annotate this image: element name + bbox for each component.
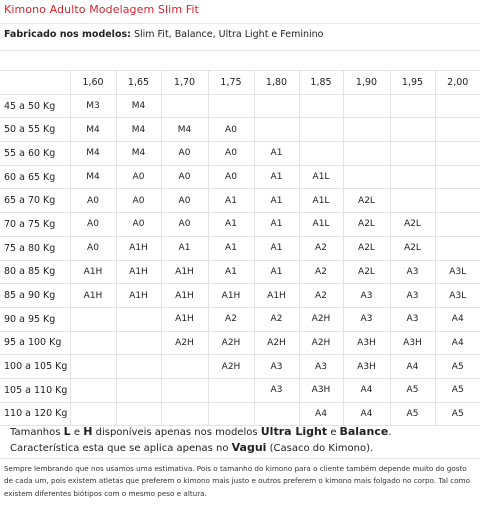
- size-cell: [343, 94, 390, 118]
- weight-label: 110 a 120 Kg: [0, 402, 70, 426]
- size-cell: A5: [435, 378, 480, 402]
- size-cell: A1: [254, 142, 299, 166]
- size-cell: M4: [116, 118, 161, 142]
- size-cell: [299, 94, 343, 118]
- size-cell: A1H: [70, 260, 116, 284]
- table-row: [0, 142, 480, 166]
- height-header: 1,80: [254, 71, 299, 95]
- size-cell: M4: [70, 165, 116, 189]
- table-row: [0, 260, 480, 284]
- size-cell: A2: [299, 260, 343, 284]
- corner-cell: [0, 71, 70, 95]
- size-cell: [70, 307, 116, 331]
- size-cell: M4: [70, 118, 116, 142]
- table-row: [0, 165, 480, 189]
- size-cell: A2: [208, 307, 254, 331]
- note-text: e: [73, 427, 81, 438]
- size-cell: A2H: [208, 331, 254, 355]
- note-text: e: [330, 427, 337, 438]
- size-cell: A3H: [343, 355, 390, 379]
- size-cell: A1L: [299, 165, 343, 189]
- size-cell: A0: [161, 189, 208, 213]
- height-header: 1,85: [299, 71, 343, 95]
- size-cell: [116, 355, 161, 379]
- size-l: L: [63, 425, 71, 438]
- size-cell: [435, 213, 480, 237]
- size-cell: [161, 355, 208, 379]
- table-row: [0, 236, 480, 260]
- size-cell: A1: [208, 213, 254, 237]
- size-cell: A0: [208, 118, 254, 142]
- size-cell: A0: [116, 213, 161, 237]
- size-cell: A1H: [70, 284, 116, 308]
- size-cell: A0: [70, 236, 116, 260]
- weight-label: 75 a 80 Kg: [0, 236, 70, 260]
- size-cell: A1: [254, 189, 299, 213]
- size-cell: A5: [435, 355, 480, 379]
- size-cell: A3: [254, 378, 299, 402]
- size-cell: A1H: [116, 284, 161, 308]
- note-line-1: [10, 424, 391, 440]
- weight-label: 95 a 100 Kg: [0, 331, 70, 355]
- size-cell: A5: [435, 402, 480, 426]
- size-cell: A2H: [254, 331, 299, 355]
- note-text: .: [388, 427, 392, 438]
- size-cell: A3: [390, 260, 435, 284]
- size-cell: A4: [435, 307, 480, 331]
- size-cell: A1: [161, 236, 208, 260]
- page-title: Kimono Adulto Modelagem Slim Fit: [4, 3, 199, 16]
- size-cell: [390, 118, 435, 142]
- note-text: Característica esta que se aplica apenas no: [10, 443, 229, 454]
- size-cell: A2: [299, 236, 343, 260]
- size-cell: A3H: [299, 378, 343, 402]
- size-cell: A0: [116, 165, 161, 189]
- size-cell: [70, 378, 116, 402]
- size-cell: A3: [390, 307, 435, 331]
- size-cell: A2: [254, 307, 299, 331]
- size-cell: [208, 402, 254, 426]
- size-chart-table: [0, 70, 480, 426]
- size-cell: A2L: [343, 236, 390, 260]
- size-h: H: [83, 425, 93, 438]
- table-row: [0, 213, 480, 237]
- size-cell: A2L: [390, 236, 435, 260]
- size-cell: A1H: [254, 284, 299, 308]
- size-cell: A0: [116, 189, 161, 213]
- size-cell: A0: [161, 165, 208, 189]
- table-row: [0, 189, 480, 213]
- note-line-2: [10, 440, 391, 456]
- height-header: 1,70: [161, 71, 208, 95]
- size-cell: A3H: [390, 331, 435, 355]
- size-cell: A1: [208, 236, 254, 260]
- size-cell: A0: [208, 165, 254, 189]
- size-cell: A0: [208, 142, 254, 166]
- size-cell: [435, 118, 480, 142]
- weight-label: 55 a 60 Kg: [0, 142, 70, 166]
- note-text: Tamanhos: [10, 427, 61, 438]
- size-cell: A2H: [161, 331, 208, 355]
- models-list: Slim Fit, Balance, Ultra Light e Feminino: [133, 29, 324, 40]
- size-cell: A2L: [343, 213, 390, 237]
- size-cell: A1L: [299, 189, 343, 213]
- size-cell: A0: [70, 189, 116, 213]
- height-header: 1,60: [70, 71, 116, 95]
- table-row: [0, 355, 480, 379]
- table-row: [0, 378, 480, 402]
- size-cell: A1L: [299, 213, 343, 237]
- size-cell: [70, 402, 116, 426]
- size-cell: [343, 118, 390, 142]
- size-cell: [390, 189, 435, 213]
- size-cell: A1H: [161, 307, 208, 331]
- table-row: [0, 118, 480, 142]
- size-cell: A3L: [435, 284, 480, 308]
- size-cell: [116, 402, 161, 426]
- divider: [0, 458, 480, 459]
- weight-label: 105 a 110 Kg: [0, 378, 70, 402]
- size-cell: M4: [70, 142, 116, 166]
- disclaimer-text: Sempre lembrando que nos usamos uma estimativa. Pois o tamanho do kimono para o cliente também depende muito do gosto de cada um, pois existem atletas que preferem o kimono mais justo e outros preferem o kimono mais folgado no corpo. Tal como existem diferentes biótipos com o mesmo peso e altura.: [4, 464, 471, 498]
- vagui-label: Vagui: [231, 441, 267, 454]
- weight-label: 50 a 55 Kg: [0, 118, 70, 142]
- size-cell: A4: [299, 402, 343, 426]
- size-cell: [299, 118, 343, 142]
- size-cell: [208, 378, 254, 402]
- divider: [0, 50, 480, 51]
- size-cell: A3: [254, 355, 299, 379]
- size-cell: A3: [343, 307, 390, 331]
- table-row: [0, 307, 480, 331]
- size-cell: A1: [208, 189, 254, 213]
- size-cell: A4: [343, 402, 390, 426]
- weight-label: 90 a 95 Kg: [0, 307, 70, 331]
- weight-label: 65 a 70 Kg: [0, 189, 70, 213]
- size-cell: A1: [254, 236, 299, 260]
- size-cell: [435, 236, 480, 260]
- size-cell: A1H: [116, 260, 161, 284]
- size-cell: [343, 142, 390, 166]
- header-row: [0, 71, 480, 95]
- table-row: [0, 94, 480, 118]
- size-cell: [208, 94, 254, 118]
- size-cell: A2H: [208, 355, 254, 379]
- weight-label: 85 a 90 Kg: [0, 284, 70, 308]
- table-row: [0, 331, 480, 355]
- note-text: disponíveis apenas nos modelos: [95, 427, 258, 438]
- divider: [0, 23, 480, 24]
- size-cell: A2H: [299, 331, 343, 355]
- size-cell: A2H: [299, 307, 343, 331]
- size-cell: A3: [299, 355, 343, 379]
- table-row: [0, 402, 480, 426]
- size-cell: A1: [254, 260, 299, 284]
- size-cell: A3H: [343, 331, 390, 355]
- size-cell: [254, 402, 299, 426]
- size-cell: A1H: [161, 284, 208, 308]
- size-cell: A1H: [116, 236, 161, 260]
- models-label: Fabricado nos modelos:: [4, 29, 131, 40]
- size-cell: [435, 142, 480, 166]
- size-cell: [70, 331, 116, 355]
- size-cell: [299, 142, 343, 166]
- height-header: 1,65: [116, 71, 161, 95]
- size-cell: A0: [161, 213, 208, 237]
- height-header: 1,95: [390, 71, 435, 95]
- weight-label: 45 a 50 Kg: [0, 94, 70, 118]
- size-cell: [70, 355, 116, 379]
- size-cell: M3: [70, 94, 116, 118]
- size-cell: [161, 402, 208, 426]
- size-cell: [435, 165, 480, 189]
- size-cell: A3: [343, 284, 390, 308]
- height-header: 1,75: [208, 71, 254, 95]
- manufactured-models: [4, 29, 323, 40]
- size-cell: [161, 94, 208, 118]
- size-cell: A1: [254, 213, 299, 237]
- size-cell: A4: [343, 378, 390, 402]
- size-cell: [435, 94, 480, 118]
- size-cell: A2: [299, 284, 343, 308]
- table-row: [0, 284, 480, 308]
- model-ultra-light: Ultra Light: [260, 425, 328, 438]
- size-cell: A1H: [161, 260, 208, 284]
- height-header: 1,90: [343, 71, 390, 95]
- size-cell: [116, 378, 161, 402]
- size-cell: [390, 142, 435, 166]
- note-text: (Casaco do Kimono).: [269, 443, 374, 454]
- size-cell: M4: [116, 142, 161, 166]
- size-cell: A3: [390, 284, 435, 308]
- weight-label: 80 a 85 Kg: [0, 260, 70, 284]
- size-cell: [254, 118, 299, 142]
- weight-label: 100 a 105 Kg: [0, 355, 70, 379]
- weight-label: 60 a 65 Kg: [0, 165, 70, 189]
- size-cell: [435, 189, 480, 213]
- size-cell: A4: [435, 331, 480, 355]
- model-balance: Balance: [339, 425, 389, 438]
- size-cell: A5: [390, 402, 435, 426]
- size-cell: [343, 165, 390, 189]
- size-cell: A2L: [390, 213, 435, 237]
- size-cell: [116, 307, 161, 331]
- height-header: 2,00: [435, 71, 480, 95]
- size-cell: [254, 94, 299, 118]
- size-cell: M4: [116, 94, 161, 118]
- size-cell: [161, 378, 208, 402]
- size-cell: [390, 94, 435, 118]
- size-cell: [116, 331, 161, 355]
- size-cell: A1: [254, 165, 299, 189]
- size-cell: A2L: [343, 260, 390, 284]
- size-cell: A5: [390, 378, 435, 402]
- size-cell: A2L: [343, 189, 390, 213]
- size-cell: A1H: [208, 284, 254, 308]
- size-cell: M4: [161, 118, 208, 142]
- size-cell: A3L: [435, 260, 480, 284]
- size-cell: A1: [208, 260, 254, 284]
- size-availability-note: [10, 424, 391, 456]
- size-cell: A0: [161, 142, 208, 166]
- size-cell: A4: [390, 355, 435, 379]
- weight-label: 70 a 75 Kg: [0, 213, 70, 237]
- size-cell: A0: [70, 213, 116, 237]
- size-cell: [390, 165, 435, 189]
